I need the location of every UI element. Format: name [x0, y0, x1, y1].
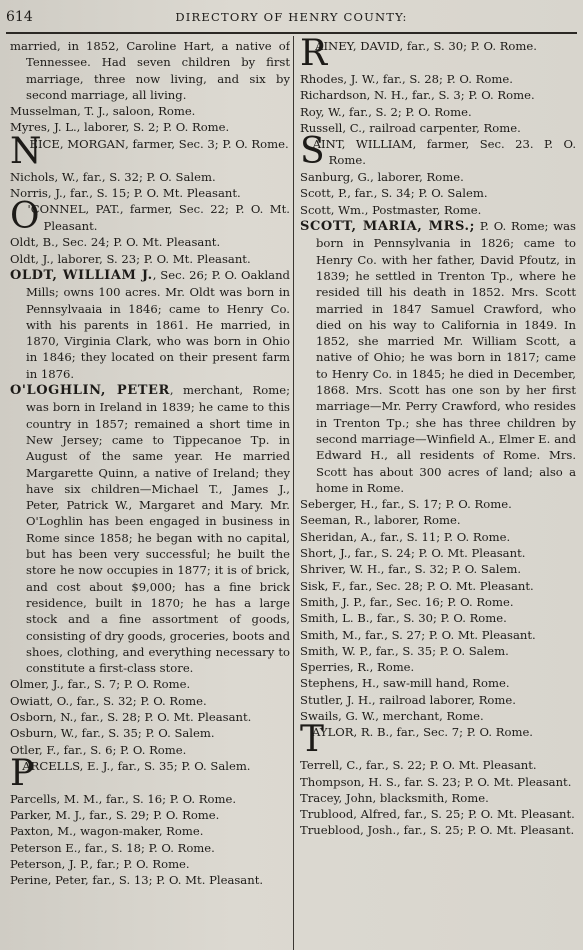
directory-entry: [300, 594, 576, 610]
page-header: [0, 6, 583, 28]
entry-text: Smith, M., far., S. 27; P. O. Mt. Pleasant.: [300, 627, 536, 642]
entry-text: Myres, J. L., laborer, S. 2; P. O. Rome.: [10, 120, 230, 135]
directory-entry: [10, 840, 290, 856]
directory-entry: [300, 120, 576, 136]
entry-text: Osburn, W., far., S. 35; P. O. Salem.: [10, 726, 215, 741]
directory-entry: [300, 496, 576, 512]
entry-text: Smith, L. B., far., S. 30; P. O. Rome.: [300, 611, 507, 626]
page-number: 614: [6, 9, 33, 25]
drop-initial: P: [10, 752, 35, 794]
directory-entry: [300, 719, 576, 761]
entry-text: Parcells, M. M., far., S. 16; P. O. Rome.: [10, 791, 237, 806]
entry-text: , farmer, Sec. 22; P. O. Mt. Pleasant.: [43, 202, 290, 233]
entry-text: Richardson, N. H., far., S. 3; P. O. Rome.: [300, 88, 535, 103]
directory-entry: [10, 742, 290, 758]
directory-entry: [10, 169, 290, 185]
entry-text: Sperries, R., Rome.: [300, 660, 415, 675]
entry-text: P. O. Rome; was born in Pennsylvania in 1826; came to Henry Co. with her father, David Pfoutz, in 1839; he settled in Trenton Tp., where he resided till his death in 1852. Mrs. Scott married in 1847 Samuel Crawford, who died on his way to California in 1849. In 1852, she married Mr. William Scott, a native of Ohio; he was born in 1817; came to Henry Co. in 1845; he died in December, 1868. Mrs. Scott has one son by her first marriage—Mr. Perry Crawford, who resides in Trenton Tp.; she has three children by second marriage—Winfield A., Elmer E. and Edward H., all residents of Rome. Mrs. Scott has about 300 acres of land; also a home in Rome.: [316, 219, 576, 495]
directory-entry: [10, 676, 290, 692]
entry-text: Rhodes, J. W., far., S. 28; P. O. Rome.: [300, 72, 513, 86]
entry-text: Stephens, H., saw-mill hand, Rome.: [300, 676, 510, 691]
entry-text: Musselman, T. J., saloon, Rome.: [10, 104, 196, 119]
entry-text: , far., S. 30; P. O. Rome.: [399, 39, 537, 53]
entry-name: SCOTT, MARIA, MRS.;: [300, 219, 476, 235]
entry-text: Paxton, M., wagon-maker, Rome.: [10, 824, 204, 839]
entry-text: , farmer, Sec. 3; P. O. Rome.: [125, 136, 289, 151]
directory-entry: [10, 234, 290, 250]
running-head: DIRECTORY OF HENRY COUNTY:: [175, 10, 408, 24]
directory-entry: [10, 185, 290, 201]
entry-text: Trublood, Alfred, far., S. 25; P. O. Mt. Pleasant.: [300, 807, 575, 822]
entry-name: AINT, WILLIAM: [312, 137, 413, 152]
entry-text: Sheridan, A., far., S. 11; P. O. Rome.: [300, 529, 511, 544]
entry-text: Stutler, J. H., railroad laborer, Rome.: [300, 692, 516, 707]
directory-entry: [10, 130, 290, 172]
entry-text: Thompson, H. S., far. S. 23; P. O. Mt. Pleasant.: [300, 774, 572, 789]
entry-name: ARCELLS, E. J.: [22, 758, 111, 773]
entry-name: OLDT, WILLIAM J.: [10, 267, 153, 283]
entry-name: AYLOR, R. B.: [312, 725, 390, 740]
directory-entry: [10, 196, 290, 238]
directory-entry: [300, 38, 576, 74]
drop-initial: O: [10, 196, 40, 238]
directory-entry: [10, 823, 290, 839]
entry-name: EICE, MORGAN: [29, 136, 126, 151]
entry-text: Peterson E., far., S. 18; P. O. Rome.: [10, 840, 215, 855]
entry-text: Russell, C., railroad carpenter, Rome.: [300, 120, 521, 135]
entry-text: Oldt, B., Sec. 24; P. O. Mt. Pleasant.: [10, 235, 221, 250]
directory-entry: [300, 71, 576, 87]
directory-entry: [10, 752, 290, 794]
entry-text: Olmer, J., far., S. 7; P. O. Rome.: [10, 677, 191, 692]
drop-initial: T: [300, 719, 325, 761]
directory-entry: [300, 529, 576, 545]
directory-entry: [300, 104, 576, 120]
directory-entry: [300, 218, 576, 496]
entry-text: , far., S. 35; P. O. Salem.: [110, 758, 251, 773]
entry-text: Seeman, R., laborer, Rome.: [300, 513, 461, 528]
entry-name: O'LOGHLIN, PETER: [10, 383, 170, 399]
directory-entry: [300, 131, 576, 173]
directory-entry: [10, 725, 290, 741]
directory-entry: [10, 382, 290, 676]
entry-text: married, in 1852, Caroline Hart, a native of Tennessee. Had seven children by first marriage, three now living, and six by second marriage, all living.: [10, 39, 290, 102]
directory-entry: [300, 643, 576, 659]
directory-entry: [300, 757, 576, 773]
right-column: [300, 38, 576, 950]
entry-text: Roy, W., far., S. 2; P. O. Rome.: [300, 104, 472, 119]
directory-entry: [300, 806, 576, 822]
entry-name: AINEY, DAVID: [315, 39, 400, 53]
directory-entry: [10, 791, 290, 807]
directory-entry: [300, 545, 576, 561]
entry-text: Tracey, John, blacksmith, Rome.: [300, 790, 489, 805]
entry-text: Swails, G. W., merchant, Rome.: [300, 708, 484, 723]
entry-text: Scott, Wm., Postmaster, Rome.: [300, 202, 482, 217]
directory-entry: [300, 202, 576, 218]
directory-entry: [300, 692, 576, 708]
entry-text: Sanburg, G., laborer, Rome.: [300, 170, 464, 185]
entry-text: Oldt, J., laborer, S. 23; P. O. Mt. Pleasant.: [10, 251, 251, 266]
directory-entry: [300, 578, 576, 594]
directory-entry: [10, 872, 290, 888]
entry-text: Short, J., far., S. 24; P. O. Mt. Pleasant.: [300, 546, 526, 561]
directory-entry: [300, 627, 576, 643]
entry-text: Osborn, N., far., S. 28; P. O. Mt. Pleasant.: [10, 709, 252, 724]
directory-entry: [300, 610, 576, 626]
entry-text: Peterson, J. P., far.; P. O. Rome.: [10, 857, 190, 872]
directory-entry: [10, 856, 290, 872]
directory-entry: [300, 822, 576, 838]
directory-entry: [300, 87, 576, 103]
entry-text: , far., Sec. 7; P. O. Rome.: [389, 725, 533, 740]
directory-entry: [10, 693, 290, 709]
directory-entry: [10, 251, 290, 267]
left-column: [10, 38, 290, 950]
entry-text: Perine, Peter, far., S. 13; P. O. Mt. Pleasant.: [10, 873, 264, 888]
entry-text: Seberger, H., far., S. 17; P. O. Rome.: [300, 497, 512, 512]
entry-text: , merchant, Rome; was born in Ireland in 1839; he came to this country in 1857; remained a short time in New Jersey; came to Tippecanoe Tp. in August of the same year. He married Margarette Quinn, a native of Ireland; they have six children—Michael T., James J., Peter, Patrick W., Margaret and Mary. Mr. O'Loghlin has been engaged in business in Rome since 1858; he began with no capital, but has been very successful; he built the store he now occupies in 1877; it is of brick, and cost about $9,000; has a fine brick residence, built in 1870; he has a large stock and a fine assortment of goods, consisting of dry goods, groceries, boots and shoes, clothing, and everything necessary to constitute a first-class store.: [26, 383, 290, 676]
entry-text: , farmer, Sec. 23. P. O. Rome.: [328, 137, 576, 168]
directory-entry: [300, 708, 576, 724]
entry-text: Nichols, W., far., S. 32; P. O. Salem.: [10, 169, 216, 184]
directory-entry: [10, 709, 290, 725]
entry-text: , Sec. 26; P. O. Oakland Mills; owns 100 acres. Mr. Oldt was born in Pennsylvaaia in 1846; came to Henry Co. with his parents in 1861. He married, in 1870, Virginia Clark, who was born in Ohio in 1846; they located on their present farm in 1876.: [26, 267, 290, 381]
directory-entry: [300, 659, 576, 675]
drop-initial: N: [10, 130, 42, 172]
directory-entry: [300, 675, 576, 691]
directory-entry: [10, 103, 290, 119]
entry-text: Shriver, W. H., far., S. 32; P. O. Salem.: [300, 562, 522, 577]
entry-text: Terrell, C., far., S. 22; P. O. Mt. Pleasant.: [300, 758, 537, 773]
directory-entry: [10, 807, 290, 823]
entry-text: Smith, J. P., far., Sec. 16; P. O. Rome.: [300, 594, 514, 609]
entry-text: Parker, M. J., far., S. 29; P. O. Rome.: [10, 808, 220, 823]
entry-text: Otler, F., far., S. 6; P. O. Rome.: [10, 742, 187, 757]
directory-entry: [10, 119, 290, 135]
drop-initial: R: [300, 38, 328, 74]
entry-text: Owiatt, O., far., S. 32; P. O. Rome.: [10, 693, 207, 708]
directory-entry: [300, 790, 576, 806]
directory-entry: [10, 38, 290, 103]
entry-text: Trueblood, Josh., far., S. 25; P. O. Mt. Pleasant.: [300, 823, 575, 838]
drop-initial: S: [300, 131, 325, 173]
directory-entry: [300, 561, 576, 577]
entry-text: Sisk, F., far., Sec. 28; P. O. Mt. Pleasant.: [300, 578, 534, 593]
directory-entry: [300, 185, 576, 201]
header-rule: [6, 32, 577, 34]
entry-text: Smith, W. P., far., S. 35; P. O. Salem.: [300, 643, 509, 658]
entry-text: Norris, J., far., S. 15; P. O. Mt. Pleasant.: [10, 186, 241, 201]
entry-text: Scott, P., far., S. 34; P. O. Salem.: [300, 186, 488, 201]
directory-entry: [10, 267, 290, 382]
entry-name: 'CONNEL, PAT.: [27, 202, 120, 217]
directory-entry: [300, 512, 576, 528]
directory-entry: [300, 169, 576, 185]
column-divider: [293, 36, 294, 950]
directory-entry: [300, 774, 576, 790]
